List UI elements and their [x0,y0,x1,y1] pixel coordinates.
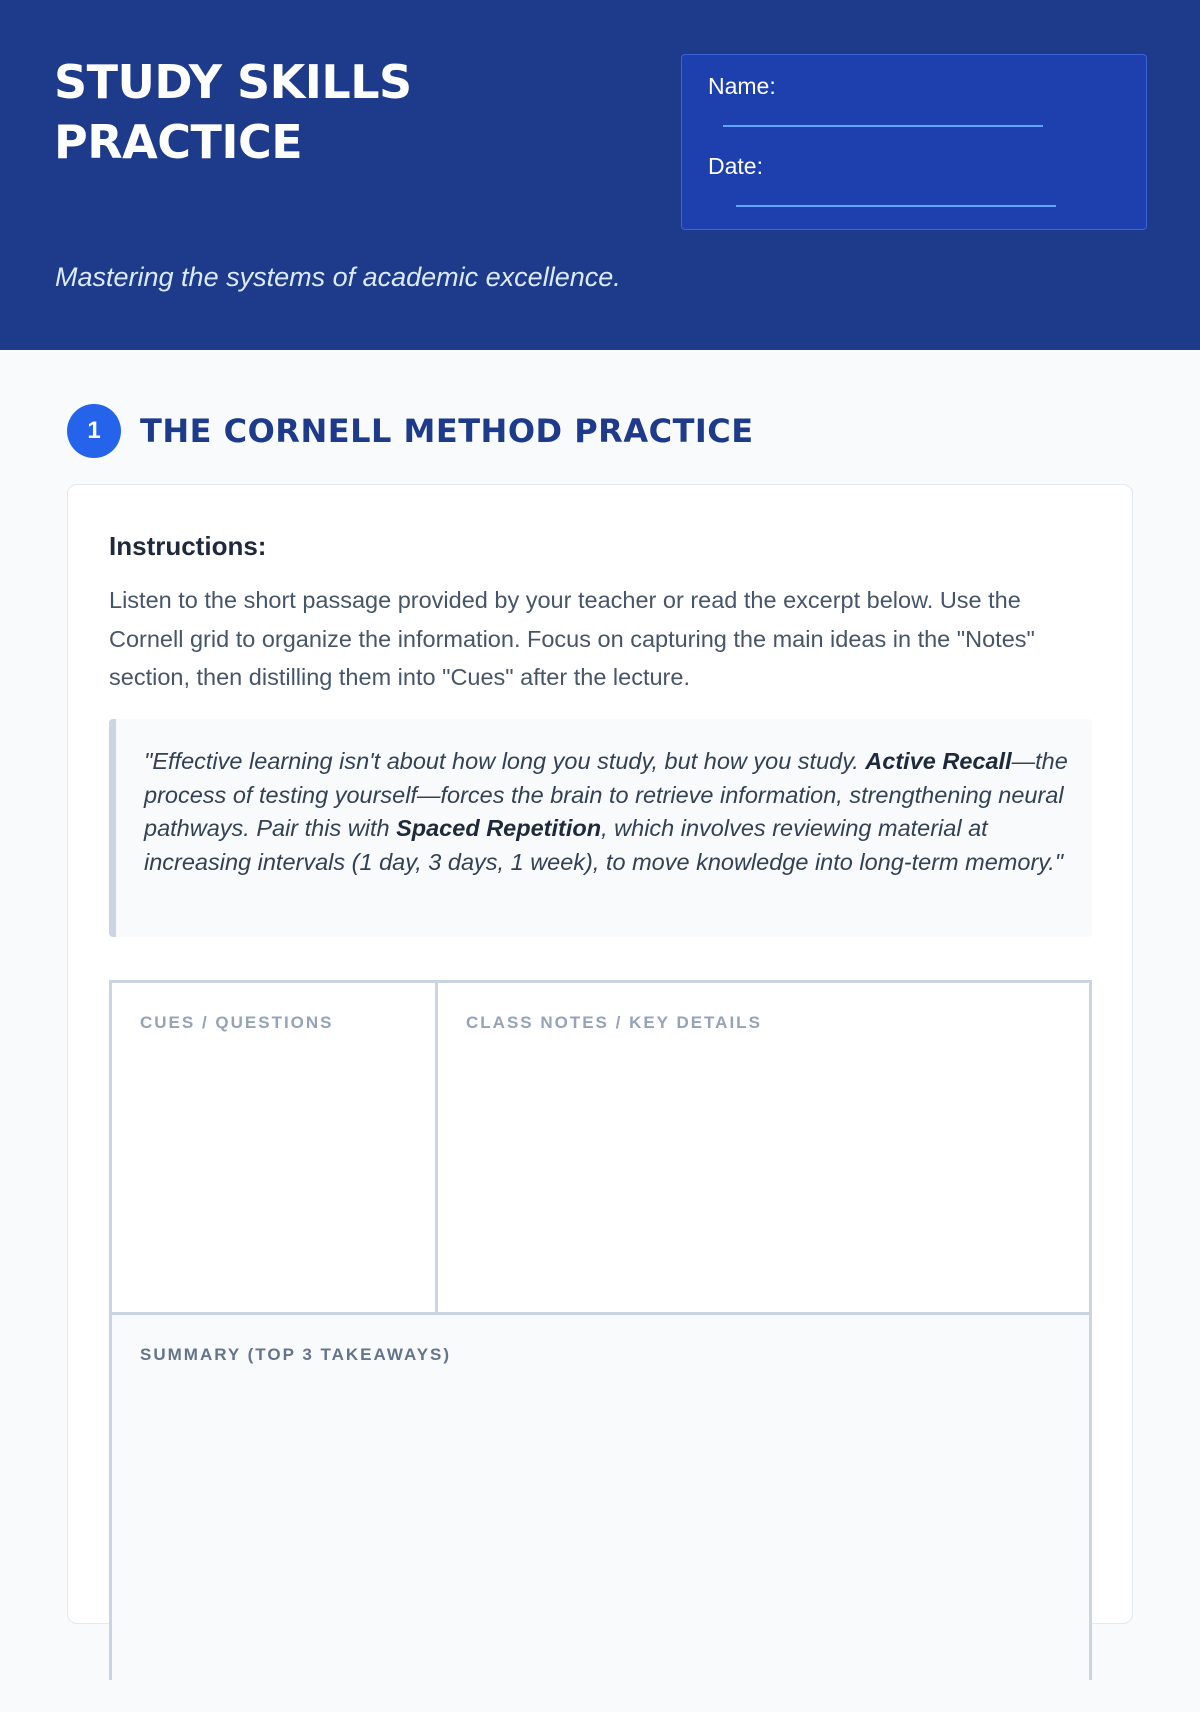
cornell-grid [109,980,1092,1680]
section-title: THE CORNELL METHOD PRACTICE [140,412,754,450]
date-label: Date: [708,153,763,179]
name-label: Name: [708,73,776,99]
excerpt-part1: "Effective learning isn't about how long you study, but how you study. [144,748,866,774]
page-title-line2: PRACTICE [54,115,303,169]
cornell-method-card [67,484,1133,1624]
excerpt-bold-active-recall: Active Recall [865,748,1012,774]
name-field[interactable] [723,125,1043,127]
instructions-label: Instructions: [109,531,267,561]
excerpt-text [144,745,1074,879]
instructions-text: Listen to the short passage provided by your teacher or read the excerpt below. Use the Cornell grid to organize the information. Focus on capturing the main ideas in the "Notes" section, then distilling them into "Cues" after the lecture. [109,587,1035,690]
notes-label: CLASS NOTES / KEY DETAILS [466,1013,762,1032]
page-title [54,52,654,172]
date-field[interactable] [736,205,1056,207]
notes-column[interactable] [438,983,1089,1312]
cues-label: CUES / QUESTIONS [140,1013,334,1032]
worksheet-header [0,0,1200,350]
excerpt-quote [109,719,1092,937]
page-subtitle: Mastering the systems of academic excellence. [55,262,621,292]
summary-area[interactable] [112,1312,1089,1712]
section-number-badge: 1 [67,404,121,458]
page-title-line1: STUDY SKILLS [54,55,412,109]
excerpt-part3: , which involves reviewing material at increasing intervals (1 day, 3 days, 1 week), to move knowledge into long-term memory." [144,815,1064,875]
cues-column[interactable] [112,983,438,1312]
excerpt-part2: —the process of testing yourself—forces the brain to retrieve information, strengthening neural pathways. Pair this with [144,748,1068,841]
student-info-box [681,54,1147,230]
summary-label: SUMMARY (TOP 3 TAKEAWAYS) [140,1345,452,1364]
excerpt-bold-spaced-repetition: Spaced Repetition [396,815,602,841]
